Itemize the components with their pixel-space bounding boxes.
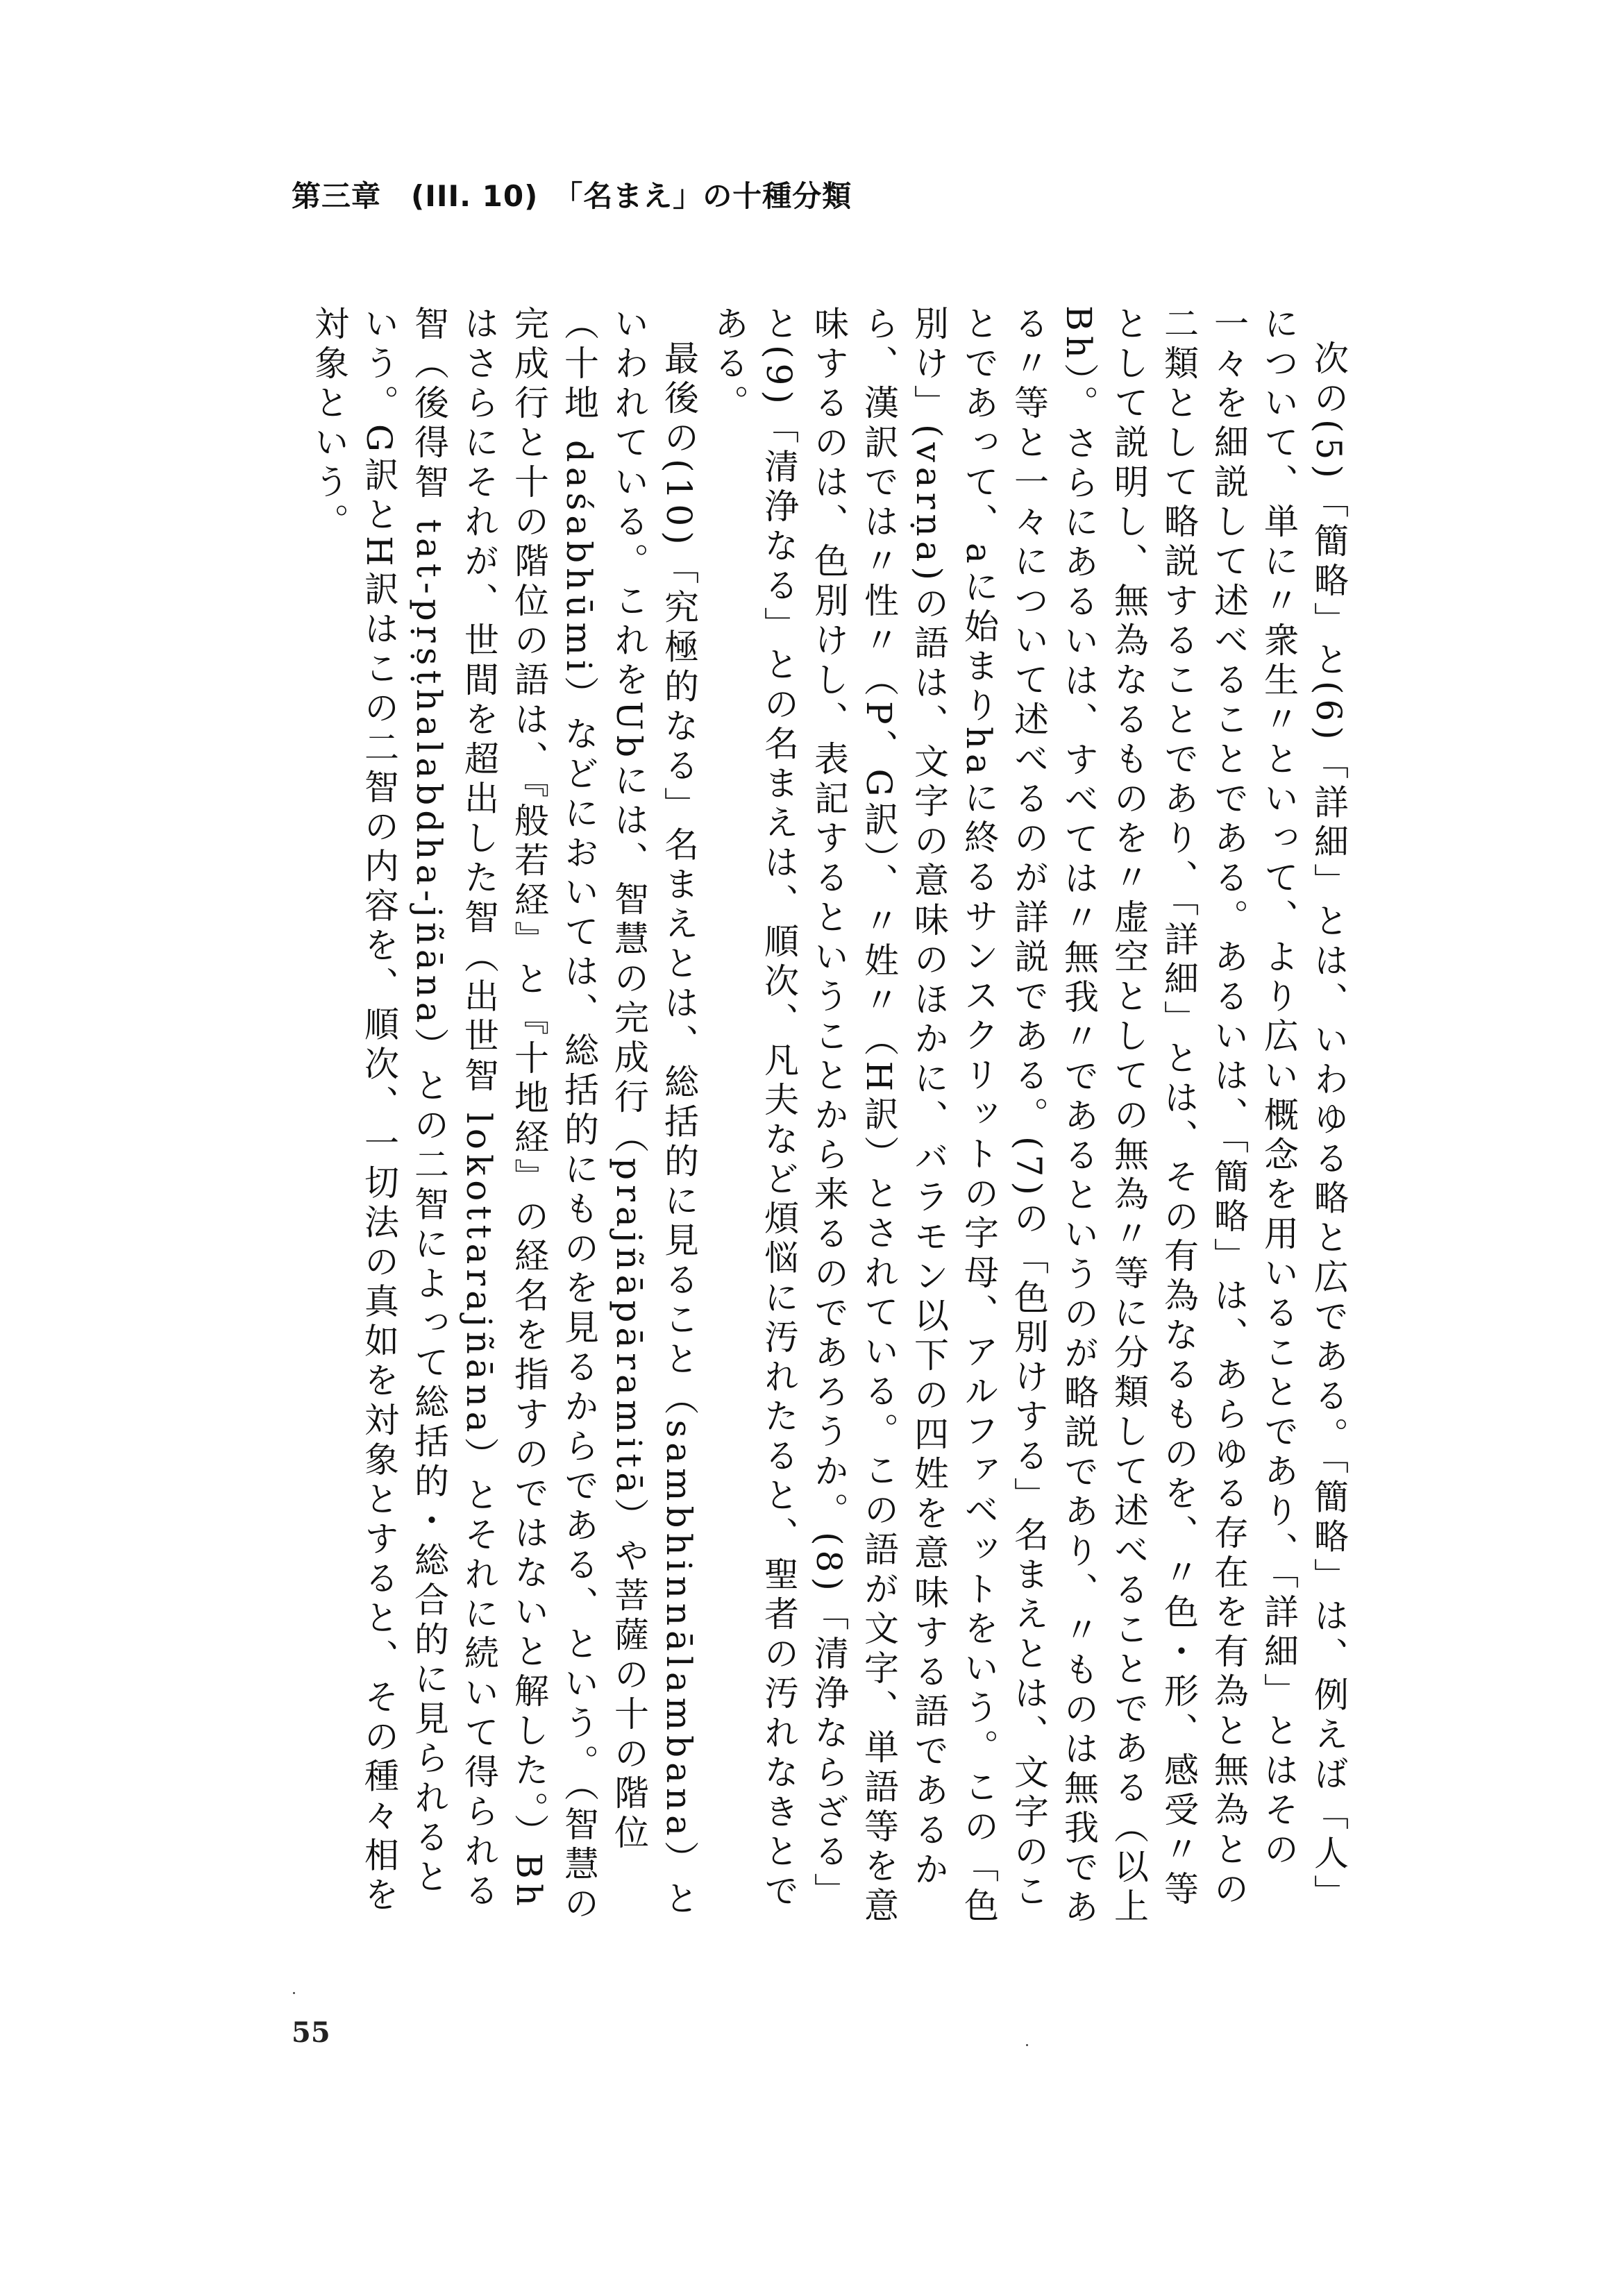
print-speck bbox=[1026, 2044, 1028, 2046]
body-text bbox=[285, 305, 1354, 1930]
print-speck bbox=[293, 1992, 295, 1994]
paragraph-2: 最後の(10)「究極的なる」名まえとは、総括的に見ること（sambhinnālambana）といわれている。これをUbには、智慧の完成行（prajñāpāramitā）や菩薩の十の階位（十地 daśabhūmi）などにおいては、総括的にものを見るからである、という。（智慧の完成行と十の階位の語は、『般若経』と『十地経』の経名を指すのではないと解した。）Bhはさらにそれが、世間を超出した智（出世智 lokottarajñāna）とそれに続いて得られる智（後得智 tat-pṛṣṭhalabdha-jñāna）との二智によって総括的・総合的に見られるという。G訳とH訳はこの二智の内容を、順次、一切法の真如を対象とすると、その種々相を対象という。 bbox=[309, 305, 699, 1925]
running-header: 第三章 (III. 10) 「名まえ」の十種分類 bbox=[292, 179, 852, 213]
page-number: 55 bbox=[292, 2016, 330, 2049]
paragraph-1: 次の(5)「簡略」と(6)「詳細」とは、いわゆる略と広である。「簡略」は、例えば「人」について、単に〃衆生〃といって、より広い概念を用いることであり、「詳細」とはその一々を細説して述べることである。あるいは、「簡略」は、あらゆる存在を有為と無為との二類として略説することであり、「詳細」とは、その有為なるものを、〃色・形、感受〃等として説明し、無為なるものを〃虚空としての無為〃等に分類して述べることである（以上Bh）。さらにあるいは、すべては〃無我〃であるというのが略説であり、〃ものは無我である〃等と一々について述べるのが詳説である。(7)の「色別けする」名まえとは、文字のことであって、aに始まりhaに終るサンスクリットの字母、アルファベットをいう。この「色別け」(varṇa)の語は、文字の意味のほかに、バラモン以下の四姓を意味する語であるから、漢訳では〃性〃（P、G訳）、〃姓〃（H訳）とされている。この語が文字、単語等を意味するのは、色別けし、表記するということから来るのであろうか。(8)「清浄ならざる」と(9)「清浄なる」との名まえは、順次、凡夫など煩悩に汚れたると、聖者の汚れなきとである。 bbox=[709, 305, 1349, 1928]
